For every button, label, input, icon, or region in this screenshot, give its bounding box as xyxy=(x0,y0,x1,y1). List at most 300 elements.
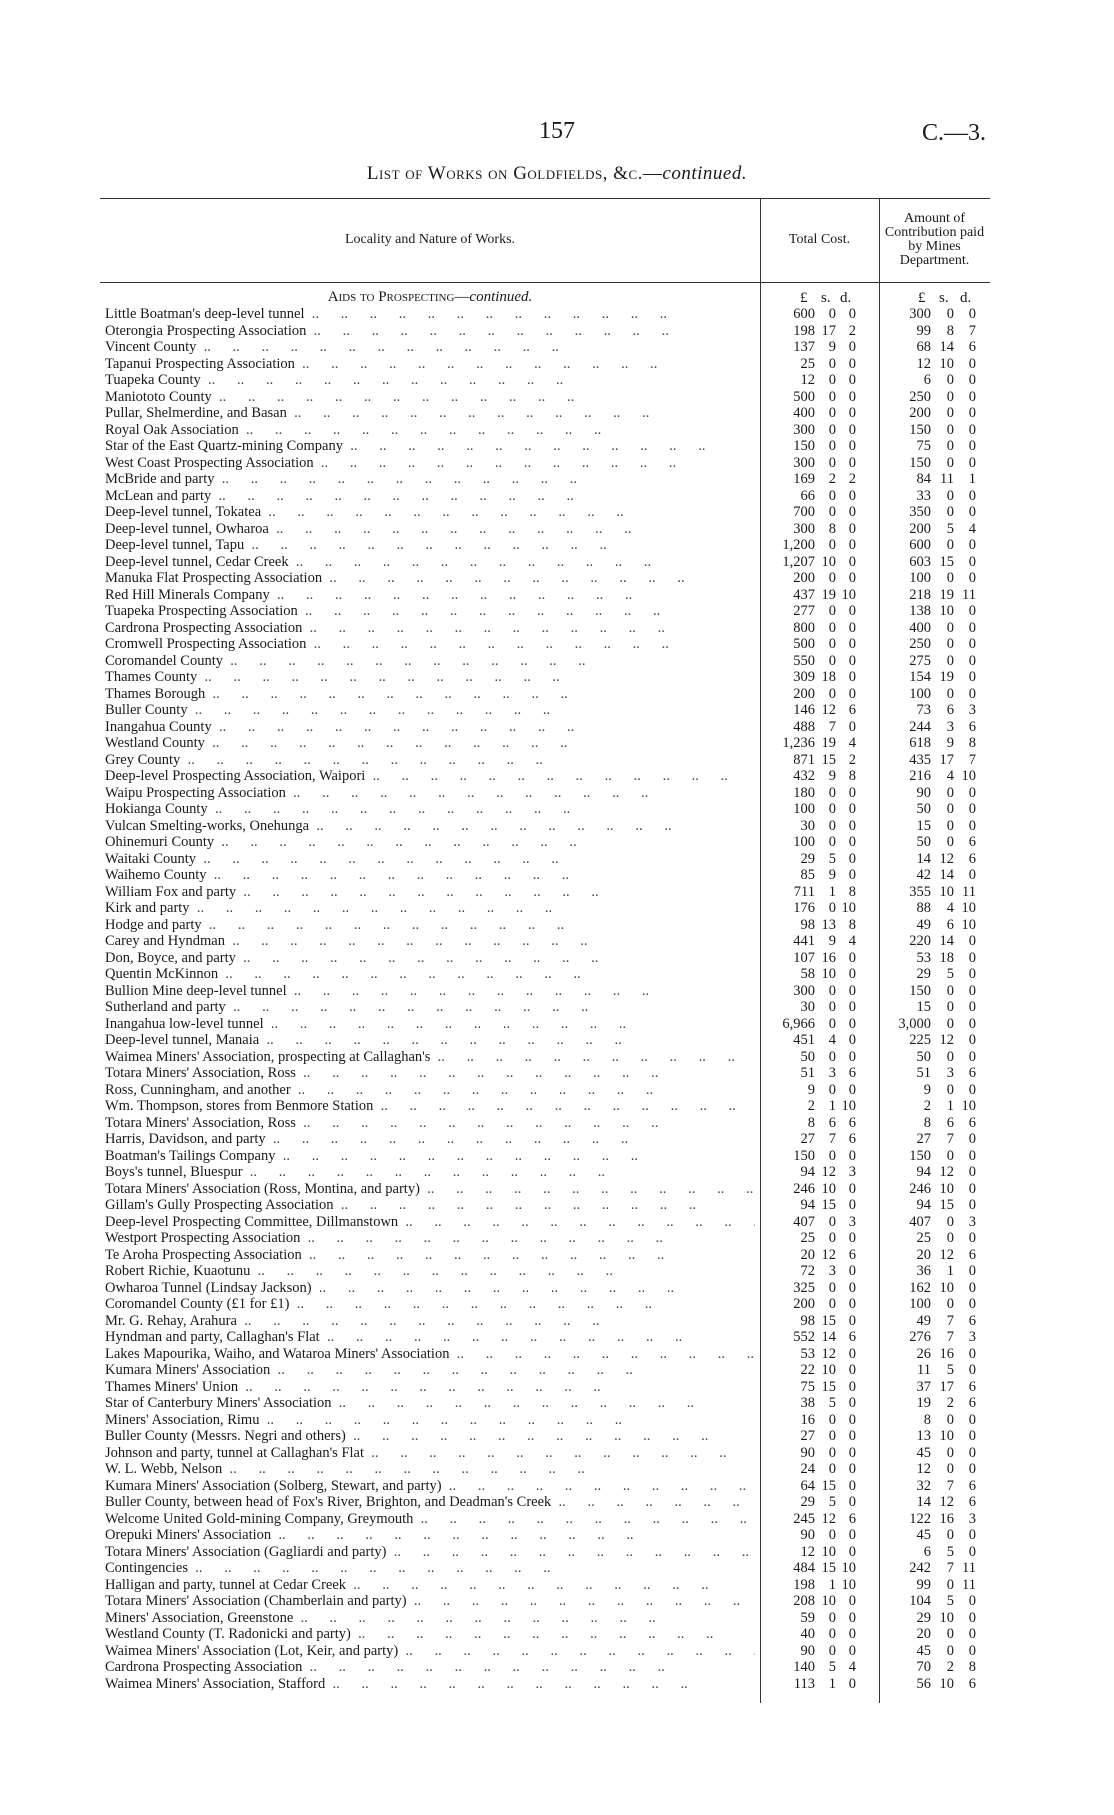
cost-shillings: 12 xyxy=(821,1164,836,1180)
work-name: Inangahua low-level tunnel .. xyxy=(105,1016,755,1033)
work-name: Totara Miners' Association (Ross, Montina, and party) .. xyxy=(105,1181,755,1198)
contribution-shillings: 14 xyxy=(939,339,954,355)
cost-pounds: 1,236 xyxy=(782,735,815,751)
cost-shillings: 5 xyxy=(828,1659,836,1675)
table-row xyxy=(0,1049,1114,1066)
table-row xyxy=(0,1461,1114,1478)
contribution-shillings: 0 xyxy=(946,834,954,850)
contribution-shillings: 0 xyxy=(946,801,954,817)
work-name: Cardrona Prospecting Association .. xyxy=(105,620,755,637)
contribution-shillings: 12 xyxy=(939,1032,954,1048)
cost-pence: 0 xyxy=(848,999,856,1015)
cost-shillings: 0 xyxy=(828,1230,836,1246)
contribution-pounds: 20 xyxy=(916,1246,931,1263)
contribution-pence: 0 xyxy=(968,636,976,652)
contribution-pence: 0 xyxy=(968,306,976,322)
work-name: Carey and Hyndman .. xyxy=(105,933,755,950)
work-name: Cardrona Prospecting Association .. xyxy=(105,1659,755,1676)
cost-pounds: 700 xyxy=(793,504,815,520)
contribution-pence: 0 xyxy=(968,1147,976,1164)
table-row xyxy=(0,752,1114,769)
contribution-shillings: 6 xyxy=(946,702,954,718)
contribution-pounds: 200 xyxy=(909,520,931,537)
cost-pence: 2 xyxy=(848,471,856,487)
work-name: Don, Boyce, and party .. xyxy=(105,950,755,967)
cost-pence: 0 xyxy=(848,1081,856,1098)
work-name: Coromandel County (£1 for £1) .. xyxy=(105,1296,755,1313)
cost-pounds: 94 xyxy=(800,1164,815,1180)
cost-pounds: 24 xyxy=(800,1461,815,1477)
table-row xyxy=(0,1280,1114,1297)
cost-pence: 0 xyxy=(848,1444,856,1461)
cost-shillings: 14 xyxy=(821,1329,836,1345)
table-row xyxy=(0,1494,1114,1511)
contribution-pence: 6 xyxy=(968,718,976,735)
header-locality: Locality and Nature of Works. xyxy=(344,232,516,247)
table-row xyxy=(0,587,1114,604)
contribution-shillings: 18 xyxy=(939,949,954,966)
sheet-reference: C.—3. xyxy=(921,120,986,146)
cost-pounds: 150 xyxy=(793,438,815,454)
cost-pence: 0 xyxy=(848,306,856,322)
cost-pounds: 100 xyxy=(793,801,815,817)
cost-shillings: 2 xyxy=(828,471,836,487)
contribution-pounds: 150 xyxy=(909,982,931,999)
work-name: Waihemo County .. xyxy=(105,867,755,884)
contribution-pence: 0 xyxy=(968,867,976,883)
contribution-shillings: 8 xyxy=(946,322,954,339)
cost-pounds: 90 xyxy=(800,1527,815,1543)
table-row xyxy=(0,653,1114,670)
work-name: Hyndman and party, Callaghan's Flat .. xyxy=(105,1329,755,1346)
cost-pence: 6 xyxy=(848,1246,856,1263)
cost-shillings: 0 xyxy=(828,1081,836,1098)
cost-shillings: 0 xyxy=(828,1428,836,1444)
cost-shillings: 7 xyxy=(828,718,836,735)
table-row xyxy=(0,636,1114,653)
contribution-shillings: 4 xyxy=(946,900,954,916)
cost-shillings: 10 xyxy=(821,966,836,982)
work-name: McBride and party .. xyxy=(105,471,755,488)
work-name: Orepuki Miners' Association .. xyxy=(105,1527,755,1544)
contribution-shillings: 11 xyxy=(940,471,954,487)
contribution-shillings: 0 xyxy=(946,1296,954,1312)
contribution-shillings: 0 xyxy=(946,1461,954,1477)
contribution-pounds: 25 xyxy=(916,1230,931,1246)
table-row xyxy=(0,851,1114,868)
work-name: Kumara Miners' Association .. xyxy=(105,1362,755,1379)
contribution-pounds: 45 xyxy=(916,1444,931,1461)
work-name: Waimea Miners' Association, Stafford .. xyxy=(105,1676,755,1693)
contribution-pounds: 49 xyxy=(916,916,931,933)
contribution-shillings: 0 xyxy=(946,999,954,1015)
contribution-pounds: 49 xyxy=(916,1312,931,1329)
cost-pounds: 16 xyxy=(800,1411,815,1428)
contribution-shillings: 10 xyxy=(939,1279,954,1296)
contribution-shillings: 0 xyxy=(946,388,954,405)
work-name: Miners' Association, Rimu .. xyxy=(105,1412,755,1429)
work-name: Deep-level Prospecting Committee, Dillmanstown .. xyxy=(105,1214,755,1231)
table-row xyxy=(0,966,1114,983)
cost-pounds: 64 xyxy=(800,1477,815,1494)
cost-pence: 0 xyxy=(848,1626,856,1642)
contribution-shillings: 2 xyxy=(946,1395,954,1411)
cost-pounds: 22 xyxy=(800,1362,815,1378)
work-name: Tapanui Prospecting Association .. xyxy=(105,356,755,373)
work-name: Welcome United Gold-mining Company, Greymouth .. xyxy=(105,1511,755,1528)
work-name: Harris, Davidson, and party .. xyxy=(105,1131,755,1148)
contribution-shillings: 5 xyxy=(946,520,954,537)
cost-pounds: 309 xyxy=(793,669,815,685)
work-name: Totara Miners' Association (Gagliardi and party) .. xyxy=(105,1544,755,1561)
contribution-pence: 1 xyxy=(968,471,976,487)
cost-pounds: 113 xyxy=(793,1675,815,1692)
cost-pounds: 98 xyxy=(800,1312,815,1329)
cost-pounds: 432 xyxy=(793,768,815,784)
works-table-body xyxy=(0,306,1114,1692)
table-row xyxy=(0,1610,1114,1627)
contribution-shillings: 0 xyxy=(946,1576,954,1593)
contribution-shillings: 12 xyxy=(939,850,954,867)
contribution-pence: 0 xyxy=(968,1131,976,1147)
cost-shillings: 0 xyxy=(828,834,836,850)
contribution-pounds: 19 xyxy=(916,1395,931,1411)
cost-pence: 0 xyxy=(848,570,856,586)
contribution-pounds: 26 xyxy=(916,1345,931,1362)
table-row xyxy=(0,1197,1114,1214)
contribution-pounds: 350 xyxy=(909,504,931,520)
section-main: Aids to Prospecting— xyxy=(327,289,470,305)
cost-pence: 0 xyxy=(848,1543,856,1560)
contribution-pounds: 33 xyxy=(916,487,931,504)
page-title xyxy=(0,163,1114,185)
cost-pence: 6 xyxy=(848,1329,856,1345)
cost-pence: 0 xyxy=(848,1048,856,1065)
table-row xyxy=(0,1362,1114,1379)
cost-pence: 0 xyxy=(848,388,856,405)
contribution-pounds: 355 xyxy=(909,883,931,900)
contribution-pence: 11 xyxy=(962,883,976,900)
cost-pence: 0 xyxy=(848,355,856,372)
cost-shillings: 10 xyxy=(821,553,836,570)
contribution-pence: 0 xyxy=(968,1642,976,1659)
work-name: West Coast Prospecting Association .. xyxy=(105,455,755,472)
cost-shillings: 0 xyxy=(828,1642,836,1659)
work-name: Deep-level tunnel, Owharoa .. xyxy=(105,521,755,538)
table-row xyxy=(0,405,1114,422)
work-name: Hokianga County .. xyxy=(105,801,755,818)
contribution-pence: 0 xyxy=(968,1015,976,1032)
contribution-pounds: 100 xyxy=(909,570,931,586)
cost-pounds: 25 xyxy=(800,1230,815,1246)
table-row xyxy=(0,1527,1114,1544)
contribution-pence: 0 xyxy=(968,784,976,801)
contribution-shillings: 0 xyxy=(946,1626,954,1642)
contribution-pounds: 99 xyxy=(916,322,931,339)
cost-shillings: 17 xyxy=(821,322,836,339)
contribution-pence: 0 xyxy=(968,1180,976,1197)
cost-pounds: 871 xyxy=(793,751,815,768)
contribution-shillings: 6 xyxy=(946,1114,954,1131)
cost-shillings: 10 xyxy=(821,1593,836,1609)
contribution-pence: 0 xyxy=(968,454,976,471)
contribution-pence: 3 xyxy=(968,1510,976,1527)
section-heading xyxy=(100,289,760,306)
contribution-pence: 10 xyxy=(961,900,976,916)
work-name: Quentin McKinnon .. xyxy=(105,966,755,983)
cost-pence: 6 xyxy=(848,1065,856,1081)
contribution-pence: 0 xyxy=(968,1197,976,1213)
contribution-shillings: 10 xyxy=(939,1609,954,1626)
cost-shillings: 9 xyxy=(828,339,836,355)
contribution-pence: 6 xyxy=(968,1312,976,1329)
cost-pence: 0 xyxy=(848,1279,856,1296)
work-name: Kumara Miners' Association (Solberg, Stewart, and party) .. xyxy=(105,1478,755,1495)
cost-pence: 0 xyxy=(848,801,856,817)
contribution-pence: 0 xyxy=(968,388,976,405)
contribution-pounds: 32 xyxy=(916,1477,931,1494)
cost-pounds: 300 xyxy=(793,520,815,537)
table-row xyxy=(0,488,1114,505)
cost-shillings: 0 xyxy=(828,1048,836,1065)
contribution-pence: 6 xyxy=(968,1065,976,1081)
contribution-pounds: 9 xyxy=(923,1081,931,1098)
cost-pence: 0 xyxy=(848,487,856,504)
contribution-pounds: 600 xyxy=(909,537,931,553)
contribution-shillings: 0 xyxy=(946,1411,954,1428)
table-row xyxy=(0,999,1114,1016)
contribution-pounds: 90 xyxy=(916,784,931,801)
table-row xyxy=(0,1412,1114,1429)
cost-pence: 6 xyxy=(848,1131,856,1147)
cost-pence: 8 xyxy=(848,916,856,933)
work-name: Waipu Prospecting Association .. xyxy=(105,785,755,802)
contribution-pounds: 250 xyxy=(909,388,931,405)
work-name: Thames County .. xyxy=(105,669,755,686)
cost-pence: 0 xyxy=(848,1675,856,1692)
cost-pence: 0 xyxy=(848,1527,856,1543)
work-name: Wm. Thompson, stores from Benmore Station .. xyxy=(105,1098,755,1115)
cost-pounds: 146 xyxy=(793,702,815,718)
table-row xyxy=(0,603,1114,620)
table-row xyxy=(0,1395,1114,1412)
cost-pounds: 40 xyxy=(800,1626,815,1642)
table-row xyxy=(0,471,1114,488)
cost-shillings: 6 xyxy=(828,1114,836,1131)
contribution-pence: 6 xyxy=(968,834,976,850)
contribution-pounds: 220 xyxy=(909,933,931,949)
contribution-pounds: 150 xyxy=(909,421,931,438)
contribution-pence: 0 xyxy=(968,1081,976,1098)
work-name: Thames Borough .. xyxy=(105,686,755,703)
cost-shillings: 5 xyxy=(828,1395,836,1411)
table-row xyxy=(0,1181,1114,1198)
contribution-pounds: 100 xyxy=(909,1296,931,1312)
cost-pounds: 711 xyxy=(793,883,815,900)
cost-shillings: 0 xyxy=(828,652,836,669)
contribution-shillings: 3 xyxy=(946,718,954,735)
work-name: Vulcan Smelting-works, Onehunga .. xyxy=(105,818,755,835)
cost-shillings: 1 xyxy=(828,1576,836,1593)
cost-pence: 0 xyxy=(848,553,856,570)
cost-pence: 0 xyxy=(848,339,856,355)
cost-pence: 0 xyxy=(848,817,856,834)
contribution-shillings: 7 xyxy=(946,1131,954,1147)
contribution-pence: 8 xyxy=(968,735,976,751)
contribution-pounds: 73 xyxy=(916,702,931,718)
contribution-pence: 0 xyxy=(968,1593,976,1609)
contribution-shillings: 0 xyxy=(946,570,954,586)
cost-pence: 0 xyxy=(848,504,856,520)
contribution-shillings: 0 xyxy=(946,1444,954,1461)
cost-pounds: 150 xyxy=(793,1147,815,1164)
cost-pounds: 484 xyxy=(793,1560,815,1576)
table-row xyxy=(0,620,1114,637)
table-row xyxy=(0,356,1114,373)
work-name: Deep-level tunnel, Cedar Creek .. xyxy=(105,554,755,571)
cost-shillings: 15 xyxy=(821,1378,836,1395)
contribution-pounds: 150 xyxy=(909,1147,931,1164)
work-name: Vincent County .. xyxy=(105,339,755,356)
cost-shillings: 10 xyxy=(821,1180,836,1197)
contribution-pence: 0 xyxy=(968,1048,976,1065)
contribution-pounds: 603 xyxy=(909,553,931,570)
work-name: Contingencies .. xyxy=(105,1560,755,1577)
cost-shillings: 0 xyxy=(828,999,836,1015)
contribution-shillings: 5 xyxy=(946,1593,954,1609)
table-row xyxy=(0,1379,1114,1396)
contribution-pounds: 99 xyxy=(916,1576,931,1593)
cost-shillings: 3 xyxy=(828,1263,836,1279)
cost-pence: 0 xyxy=(848,1345,856,1362)
contribution-shillings: 0 xyxy=(946,1230,954,1246)
contribution-pounds: 45 xyxy=(916,1642,931,1659)
table-row xyxy=(0,1676,1114,1693)
work-name: Deep-level tunnel, Tokatea .. xyxy=(105,504,755,521)
table-row xyxy=(0,1263,1114,1280)
cost-pence: 0 xyxy=(848,454,856,471)
header-top-rule xyxy=(100,198,990,199)
cost-shillings: 19 xyxy=(821,735,836,751)
cost-pence: 6 xyxy=(848,702,856,718)
contribution-pence: 0 xyxy=(968,1428,976,1444)
cost-pence: 0 xyxy=(848,1477,856,1494)
cost-pence: 6 xyxy=(848,1114,856,1131)
work-name: McLean and party .. xyxy=(105,488,755,505)
contribution-pounds: 20 xyxy=(916,1626,931,1642)
cost-pounds: 500 xyxy=(793,636,815,652)
unit-pounds-contrib: £ xyxy=(918,290,926,306)
cost-shillings: 0 xyxy=(828,1147,836,1164)
contribution-shillings: 3 xyxy=(946,1065,954,1081)
contribution-pounds: 122 xyxy=(909,1510,931,1527)
contribution-shillings: 7 xyxy=(946,1312,954,1329)
contribution-pounds: 150 xyxy=(909,454,931,471)
contribution-pounds: 84 xyxy=(916,471,931,487)
table-row xyxy=(0,1659,1114,1676)
contribution-pounds: 29 xyxy=(916,966,931,982)
cost-pounds: 9 xyxy=(807,1081,815,1098)
cost-pounds: 12 xyxy=(800,372,815,388)
contribution-shillings: 0 xyxy=(946,636,954,652)
contribution-pence: 0 xyxy=(968,1164,976,1180)
cost-shillings: 0 xyxy=(828,1444,836,1461)
work-name: Manuka Flat Prospecting Association .. xyxy=(105,570,755,587)
contribution-pence: 3 xyxy=(968,1329,976,1345)
work-name: Sutherland and party .. xyxy=(105,999,755,1016)
work-name: Ohinemuri County .. xyxy=(105,834,755,851)
cost-pounds: 59 xyxy=(800,1609,815,1626)
contribution-shillings: 0 xyxy=(946,619,954,636)
table-row xyxy=(0,1230,1114,1247)
cost-shillings: 0 xyxy=(828,1015,836,1032)
contribution-pence: 0 xyxy=(968,949,976,966)
table-row xyxy=(0,455,1114,472)
cost-pounds: 29 xyxy=(800,1494,815,1510)
cost-pence: 0 xyxy=(848,1593,856,1609)
cost-pence: 0 xyxy=(848,949,856,966)
work-name: Inangahua County .. xyxy=(105,719,755,736)
contribution-pence: 0 xyxy=(968,1461,976,1477)
contribution-pounds: 27 xyxy=(916,1131,931,1147)
contribution-pence: 10 xyxy=(961,1098,976,1114)
cost-pence: 0 xyxy=(848,1015,856,1032)
cost-shillings: 0 xyxy=(828,355,836,372)
work-name: Red Hill Minerals Company .. xyxy=(105,587,755,604)
contribution-shillings: 14 xyxy=(939,933,954,949)
table-row xyxy=(0,1115,1114,1132)
contribution-shillings: 0 xyxy=(946,487,954,504)
table-row xyxy=(0,1593,1114,1610)
cost-shillings: 0 xyxy=(828,685,836,702)
contribution-pounds: 14 xyxy=(916,850,931,867)
cost-pence: 0 xyxy=(848,1180,856,1197)
cost-shillings: 0 xyxy=(828,817,836,834)
contribution-pounds: 12 xyxy=(916,1461,931,1477)
contribution-shillings: 10 xyxy=(939,603,954,619)
cost-pence: 0 xyxy=(848,1411,856,1428)
cost-shillings: 0 xyxy=(828,1461,836,1477)
contribution-pounds: 94 xyxy=(916,1164,931,1180)
table-row xyxy=(0,983,1114,1000)
contribution-pounds: 94 xyxy=(916,1197,931,1213)
cost-pounds: 50 xyxy=(800,1048,815,1065)
contribution-pounds: 70 xyxy=(916,1659,931,1675)
contribution-shillings: 5 xyxy=(946,1362,954,1378)
contribution-pence: 0 xyxy=(968,817,976,834)
table-row xyxy=(0,735,1114,752)
cost-shillings: 5 xyxy=(828,850,836,867)
contribution-pence: 0 xyxy=(968,1543,976,1560)
work-name: Westport Prospecting Association .. xyxy=(105,1230,755,1247)
unit-pounds-cost: £ xyxy=(800,290,808,306)
header-contribution: Amount of Contribution paid by Mines Department. xyxy=(884,211,985,268)
contribution-shillings: 0 xyxy=(946,1081,954,1098)
cost-pounds: 300 xyxy=(793,421,815,438)
cost-pence: 0 xyxy=(848,1378,856,1395)
cost-pounds: 75 xyxy=(800,1378,815,1395)
contribution-shillings: 0 xyxy=(946,504,954,520)
unit-pence-contrib: d. xyxy=(960,290,972,306)
cost-pence: 0 xyxy=(848,1461,856,1477)
cost-pounds: 107 xyxy=(793,949,815,966)
contribution-pence: 0 xyxy=(968,1626,976,1642)
work-name: Deep-level tunnel, Manaia .. xyxy=(105,1032,755,1049)
work-name: Kirk and party .. xyxy=(105,900,755,917)
cost-shillings: 0 xyxy=(828,388,836,405)
cost-pounds: 200 xyxy=(793,1296,815,1312)
work-name: Buller County, between head of Fox's River, Brighton, and Deadman's Creek .. xyxy=(105,1494,755,1511)
